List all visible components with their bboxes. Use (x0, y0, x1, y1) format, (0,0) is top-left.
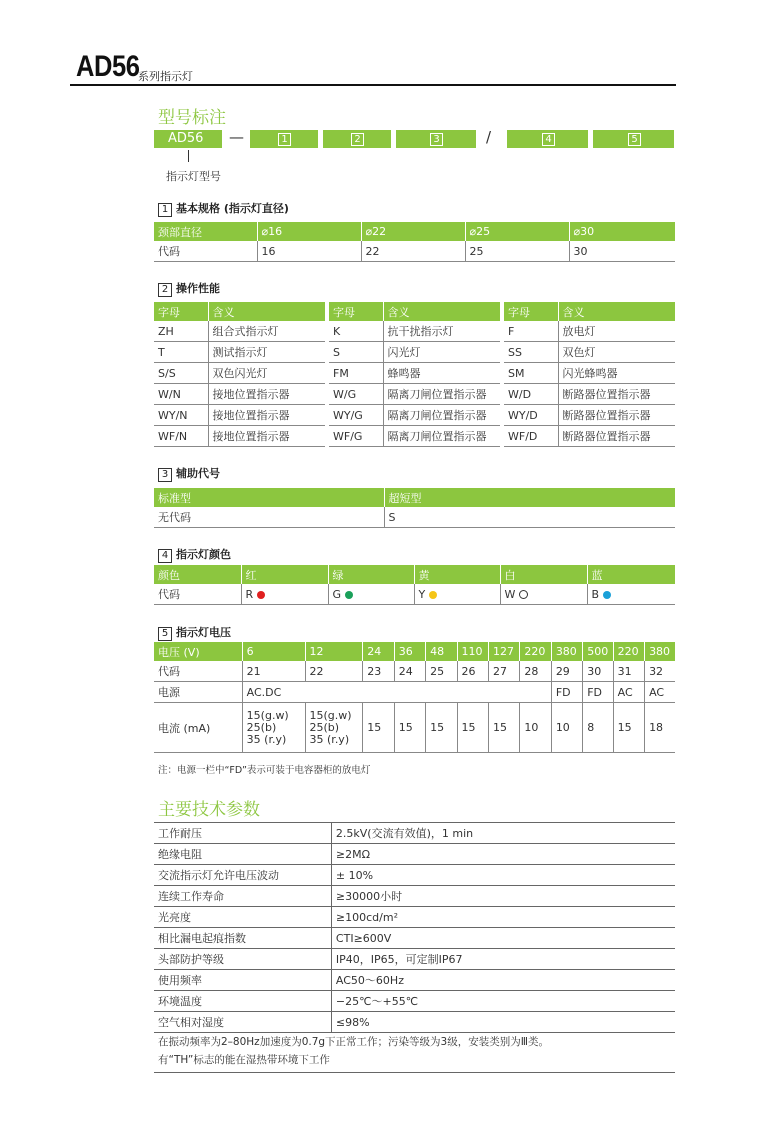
tech-value: ≤98% (331, 1012, 675, 1033)
sec1-c2: 22 (361, 241, 465, 262)
table-row (154, 342, 325, 363)
ops2-cell: 隔离刀闸位置指示器 (383, 426, 500, 447)
sec3-h1: 超短型 (384, 488, 675, 507)
cm1: 25(b) (246, 720, 277, 734)
ops3-cell: 断路器位置指示器 (558, 405, 675, 426)
tech-param: 光亮度 (154, 907, 331, 928)
ops3-h1: 含义 (558, 302, 675, 321)
volt-code: 30 (583, 661, 613, 682)
ops2-cell: 抗干扰指示灯 (383, 321, 500, 342)
ops3-cell: F (504, 321, 558, 342)
ops3-cell: 放电灯 (558, 321, 675, 342)
sec1-c3: 25 (465, 241, 569, 262)
ops3-h0: 字母 (504, 302, 558, 321)
tech-param: 使用频率 (154, 970, 331, 991)
sec1-c0: 代码 (154, 241, 257, 262)
tech-value: 2.5kV(交流有效值)，1 min (331, 823, 675, 844)
tech-row (154, 865, 675, 886)
tech-param: 绝缘电阻 (154, 844, 331, 865)
sec4-white (500, 584, 587, 605)
tech-row (154, 886, 675, 907)
model-box (154, 130, 222, 148)
ops2-cell: 蜂鸣器 (383, 363, 500, 384)
tech-value: ≥100cd/m² (331, 907, 675, 928)
sec2-title-text: 操作性能 (176, 282, 220, 295)
ops1-cell: T (154, 342, 208, 363)
slot-2 (323, 130, 391, 148)
ops-table-3 (504, 302, 675, 447)
volt-code: 31 (613, 661, 644, 682)
yellow-dot-icon (429, 591, 437, 599)
tech-param: 相比漏电起痕指数 (154, 928, 331, 949)
table-row (329, 405, 500, 426)
ops3-cell: 断路器位置指示器 (558, 384, 675, 405)
ops2-cell: 隔离刀闸位置指示器 (383, 384, 500, 405)
sec4-table (154, 565, 675, 605)
tech-row (154, 970, 675, 991)
code-r: R (245, 587, 254, 601)
slot-3-num: 3 (430, 133, 443, 146)
tech-note2: 有“TH”标志的能在湿热带环境下工作 (158, 1054, 330, 1066)
sec4-red (241, 584, 328, 605)
tech-param: 头部防护等级 (154, 949, 331, 970)
table-row (504, 426, 675, 447)
ops2-h0: 字母 (329, 302, 383, 321)
volt-header: 380 (551, 642, 582, 661)
cm1b: 25(b) (309, 720, 340, 734)
current-value: 15 (488, 703, 519, 753)
volt-code: 27 (488, 661, 519, 682)
ops1-h0: 字母 (154, 302, 208, 321)
sec4-h2: 绿 (328, 565, 414, 584)
ops1-cell: 接地位置指示器 (208, 426, 325, 447)
tech-param: 连续工作寿命 (154, 886, 331, 907)
sec4-yellow (414, 584, 500, 605)
power-label: 电源 (154, 682, 242, 703)
ops1-cell: 接地位置指示器 (208, 405, 325, 426)
ops1-cell: W/N (154, 384, 208, 405)
current-12v (305, 703, 363, 753)
cm0: 15(g.w) (246, 708, 289, 722)
sec4-h1: 红 (241, 565, 328, 584)
tech-title: 主要技术参数 (158, 800, 260, 820)
power-t1: FD (583, 682, 613, 703)
sec3-c1: S (384, 507, 675, 528)
sec1-table (154, 222, 675, 262)
table-row (504, 363, 675, 384)
cm0b: 15(g.w) (309, 708, 352, 722)
sec4-h4: 白 (500, 565, 587, 584)
ops1-h1: 含义 (208, 302, 325, 321)
ops-table-2 (329, 302, 500, 447)
tech-param: 工作耐压 (154, 823, 331, 844)
ops3-cell: 闪光蜂鸣器 (558, 363, 675, 384)
white-dot-icon (519, 590, 528, 599)
volt-code: 23 (363, 661, 394, 682)
ops3-cell: SM (504, 363, 558, 384)
ops2-cell: K (329, 321, 383, 342)
sec1-h0: 颈部直径 (154, 222, 257, 241)
title-rule (70, 84, 676, 86)
sec5-table (154, 642, 675, 753)
code-y: Y (418, 587, 426, 601)
table-row (504, 342, 675, 363)
ops-table-1 (154, 302, 325, 447)
ops3-cell: 双色灯 (558, 342, 675, 363)
tech-value: ± 10% (331, 865, 675, 886)
current-6v (242, 703, 305, 753)
ops1-cell: ZH (154, 321, 208, 342)
sec3-h0: 标准型 (154, 488, 384, 507)
slot-4 (507, 130, 588, 148)
model-dash: — (229, 128, 244, 146)
tech-value: −25℃～+55℃ (331, 991, 675, 1012)
ops3-cell: 断路器位置指示器 (558, 426, 675, 447)
current-value: 8 (583, 703, 613, 753)
current-value: 15 (426, 703, 457, 753)
tech-row (154, 928, 675, 949)
tech-param: 交流指示灯允许电压波动 (154, 865, 331, 886)
volt-header: 6 (242, 642, 305, 661)
table-row (504, 384, 675, 405)
ops2-cell: WY/G (329, 405, 383, 426)
sec3-num: 3 (158, 468, 172, 482)
tech-notes (154, 1030, 675, 1073)
sec4-num: 4 (158, 549, 172, 563)
table-row (329, 363, 500, 384)
sec5-title-text: 指示灯电压 (176, 626, 231, 639)
volt-code: 21 (242, 661, 305, 682)
ops1-cell: WF/N (154, 426, 208, 447)
sec2-num: 2 (158, 283, 172, 297)
ops1-cell: 接地位置指示器 (208, 384, 325, 405)
tech-row (154, 823, 675, 844)
power-acdc: AC.DC (242, 682, 551, 703)
slot-5 (593, 130, 674, 148)
ops1-cell: 组合式指示灯 (208, 321, 325, 342)
volt-code: 29 (551, 661, 582, 682)
tech-note1: 在振动频率为2–80Hz加速度为0.7g下正常工作；污染等级为3级，安装类别为Ⅲ类。 (158, 1036, 549, 1048)
sec5-title (158, 624, 231, 641)
sec5-note: 注：电源一栏中“FD”表示可装于电容器柜的放电灯 (158, 765, 371, 776)
current-value: 15 (613, 703, 644, 753)
sec1-c4: 30 (569, 241, 675, 262)
slot-1 (250, 130, 318, 148)
table-row (504, 321, 675, 342)
volt-code: 32 (645, 661, 675, 682)
sec4-blue (587, 584, 675, 605)
blue-dot-icon (603, 591, 611, 599)
sec1-h3: ⌀25 (465, 222, 569, 241)
page-subtitle: 系列指示灯 (138, 70, 193, 83)
red-dot-icon (257, 591, 265, 599)
volt-header: 电压 (V) (154, 642, 242, 661)
code-g: G (332, 587, 342, 601)
ops1-cell: S/S (154, 363, 208, 384)
sec4-h0: 颜色 (154, 565, 241, 584)
tech-row (154, 844, 675, 865)
current-label: 电流 (mA) (154, 703, 242, 753)
sec1-num: 1 (158, 203, 172, 217)
sec3-title-text: 辅助代号 (176, 467, 220, 480)
tech-row (154, 907, 675, 928)
volt-code: 28 (520, 661, 551, 682)
sec3-table (154, 488, 675, 528)
tech-value: IP40，IP65，可定制IP67 (331, 949, 675, 970)
sec1-h4: ⌀30 (569, 222, 675, 241)
page-title: AD56 (76, 50, 140, 83)
ops2-cell: S (329, 342, 383, 363)
slot-2-num: 2 (351, 133, 364, 146)
cm2b: 35 (r.y) (309, 732, 350, 746)
volt-header: 500 (583, 642, 613, 661)
sec3-title (158, 465, 220, 482)
table-row (329, 426, 500, 447)
sec4-h5: 蓝 (587, 565, 675, 584)
ops1-cell: 双色闪光灯 (208, 363, 325, 384)
tech-row (154, 949, 675, 970)
volt-code: 代码 (154, 661, 242, 682)
table-row (154, 405, 325, 426)
sec1-c1: 16 (257, 241, 361, 262)
ops2-cell: 闪光灯 (383, 342, 500, 363)
slot-1-num: 1 (278, 133, 291, 146)
slot-4-num: 4 (542, 133, 555, 146)
ops2-cell: FM (329, 363, 383, 384)
sec2-title (158, 280, 220, 297)
volt-header: 110 (457, 642, 488, 661)
sec5-num: 5 (158, 627, 172, 641)
ops3-cell: W/D (504, 384, 558, 405)
sec1-title-text: 基本规格 (指示灯直径) (176, 202, 289, 215)
tech-value: ≥30000小时 (331, 886, 675, 907)
ops2-cell: 隔离刀闸位置指示器 (383, 405, 500, 426)
current-value: 10 (551, 703, 582, 753)
table-row (329, 342, 500, 363)
sec1-h1: ⌀16 (257, 222, 361, 241)
volt-header: 220 (520, 642, 551, 661)
slot-5-num: 5 (628, 133, 641, 146)
table-row (154, 426, 325, 447)
ops2-cell: W/G (329, 384, 383, 405)
ops3-cell: WY/D (504, 405, 558, 426)
sec4-title-text: 指示灯颜色 (176, 548, 231, 561)
caption-line (188, 150, 189, 162)
table-row (154, 363, 325, 384)
slot-3 (396, 130, 476, 148)
sec1-title (158, 200, 289, 217)
model-slash: / (486, 128, 492, 146)
tech-param: 环境温度 (154, 991, 331, 1012)
sec4-c0: 代码 (154, 584, 241, 605)
sec3-c0: 无代码 (154, 507, 384, 528)
power-t2: AC (613, 682, 644, 703)
volt-code: 22 (305, 661, 363, 682)
table-row (154, 321, 325, 342)
ops2-cell: WF/G (329, 426, 383, 447)
ops3-cell: SS (504, 342, 558, 363)
model-box-label: AD56 (168, 131, 204, 146)
current-value: 10 (520, 703, 551, 753)
current-value: 18 (645, 703, 675, 753)
ops3-cell: WF/D (504, 426, 558, 447)
ops1-cell: 测试指示灯 (208, 342, 325, 363)
volt-header: 48 (426, 642, 457, 661)
sec1-h2: ⌀22 (361, 222, 465, 241)
code-w: W (504, 587, 516, 601)
volt-header: 24 (363, 642, 394, 661)
sec4-title (158, 546, 231, 563)
tech-value: AC50～60Hz (331, 970, 675, 991)
sec4-green (328, 584, 414, 605)
power-t0: FD (551, 682, 582, 703)
volt-header: 380 (645, 642, 675, 661)
table-row (504, 405, 675, 426)
volt-header: 12 (305, 642, 363, 661)
cm2: 35 (r.y) (246, 732, 287, 746)
model-caption: 指示灯型号 (166, 170, 221, 183)
tech-row (154, 991, 675, 1012)
current-value: 15 (394, 703, 425, 753)
tech-value: ≥2MΩ (331, 844, 675, 865)
volt-code: 24 (394, 661, 425, 682)
table-row (329, 384, 500, 405)
volt-header: 127 (488, 642, 519, 661)
ops2-h1: 含义 (383, 302, 500, 321)
volt-header: 36 (394, 642, 425, 661)
table-row (154, 384, 325, 405)
ops1-cell: WY/N (154, 405, 208, 426)
code-b: B (591, 587, 600, 601)
green-dot-icon (345, 591, 353, 599)
tech-param: 空气相对湿度 (154, 1012, 331, 1033)
volt-code: 26 (457, 661, 488, 682)
current-value: 15 (363, 703, 394, 753)
power-t3: AC (645, 682, 675, 703)
tech-table (154, 822, 675, 1033)
model-section-title: 型号标注 (158, 108, 226, 128)
current-value: 15 (457, 703, 488, 753)
volt-header: 220 (613, 642, 644, 661)
table-row (329, 321, 500, 342)
tech-value: CTI≥600V (331, 928, 675, 949)
volt-code: 25 (426, 661, 457, 682)
sec4-h3: 黄 (414, 565, 500, 584)
